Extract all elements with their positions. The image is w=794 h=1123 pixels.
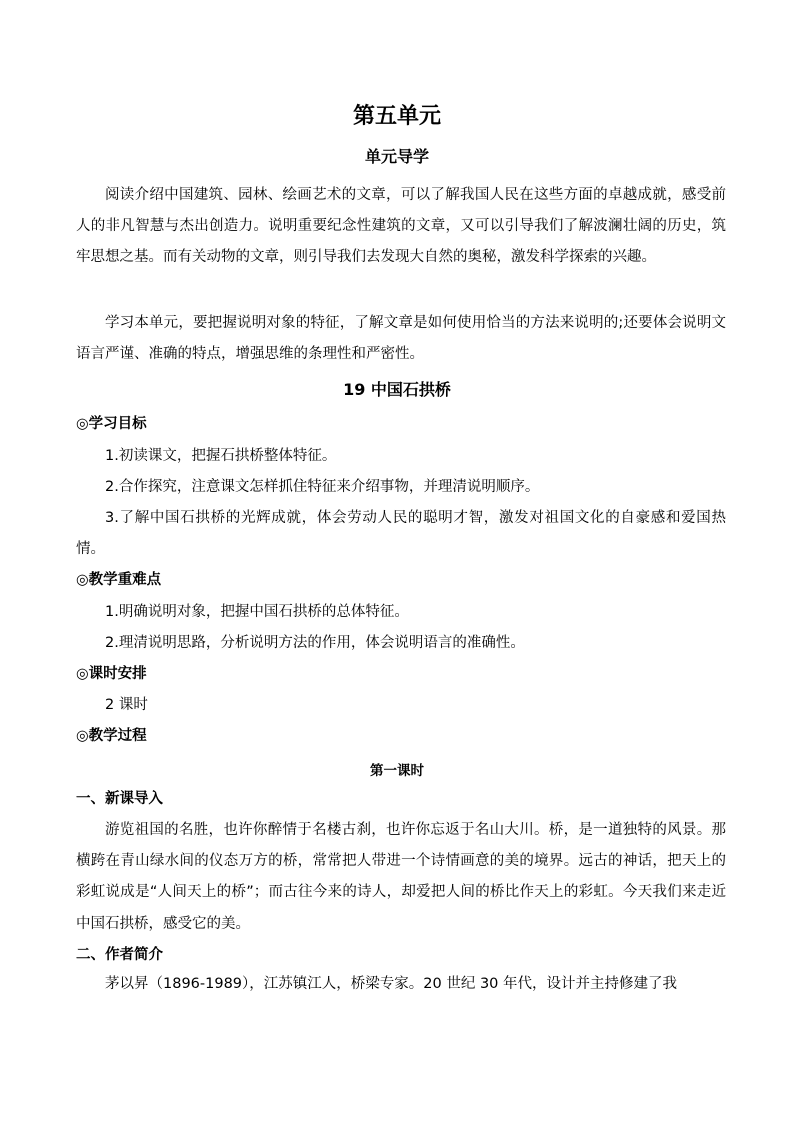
objectives-heading: ◎学习目标	[76, 416, 147, 432]
author-paragraph: 茅以昇（1896-1989），江苏镇江人，桥梁专家。20 世纪 30 年代，设计并主持修建了我	[105, 976, 678, 992]
key-point-item: 1.明确说明对象，把握中国石拱桥的总体特征。	[105, 604, 409, 620]
guide-title: 单元导学	[364, 147, 429, 166]
process-heading: ◎教学过程	[76, 728, 147, 744]
objective-item: 1.初读课文，把握石拱桥整体特征。	[105, 448, 337, 464]
period-title: 第一课时	[370, 763, 424, 779]
schedule-heading: ◎课时安排	[76, 666, 147, 682]
section-heading-author: 二、作者简介	[76, 947, 163, 963]
schedule-value: 2 课时	[105, 697, 148, 713]
key-points-heading: ◎教学重难点	[76, 572, 162, 588]
section-heading-intro: 一、新课导入	[76, 791, 163, 807]
objective-item: 3.了解中国石拱桥的光辉成就，体会劳动人民的聪明才智，激发对祖国文化的自豪感和爱国热情。	[76, 510, 726, 557]
lesson-title: 19 中国石拱桥	[343, 380, 451, 399]
objective-item: 2.合作探究，注意课文怎样抓住特征来介绍事物，并理清说明顺序。	[105, 479, 540, 495]
unit-title: 第五单元	[352, 104, 441, 129]
guide-paragraph-1: 阅读介绍中国建筑、园林、绘画艺术的文章，可以了解我国人民在这些方面的卓越成就，感受前人的非凡智慧与杰出创造力。说明重要纪念性建筑的文章，又可以引导我们了解波澜壮阔的历史，筑牢思想之基。而有关动物的文章，则引导我们去发现大自然的奥秘，激发科学探索的兴趣。	[76, 187, 726, 266]
guide-paragraph-2: 学习本单元，要把握说明对象的特征，了解文章是如何使用恰当的方法来说明的;还要体会说明文语言严谨、准确的特点，增强思维的条理性和严密性。	[76, 315, 726, 363]
key-point-item: 2.理清说明思路，分析说明方法的作用，体会说明语言的准确性。	[105, 635, 525, 651]
intro-paragraph: 游览祖国的名胜，也许你醉情于名楼古刹，也许你忘返于名山大川。桥，是一道独特的风景。那横跨在青山绿水间的仪态万方的桥，常常把人带进一个诗情画意的美的境界。远古的神话，把天上的彩虹说成是“人间天上的桥”；而古往今来的诗人，却爱把人间的桥比作天上的彩虹。今天我们来走近中国石拱桥，感受它的美。	[76, 822, 726, 932]
